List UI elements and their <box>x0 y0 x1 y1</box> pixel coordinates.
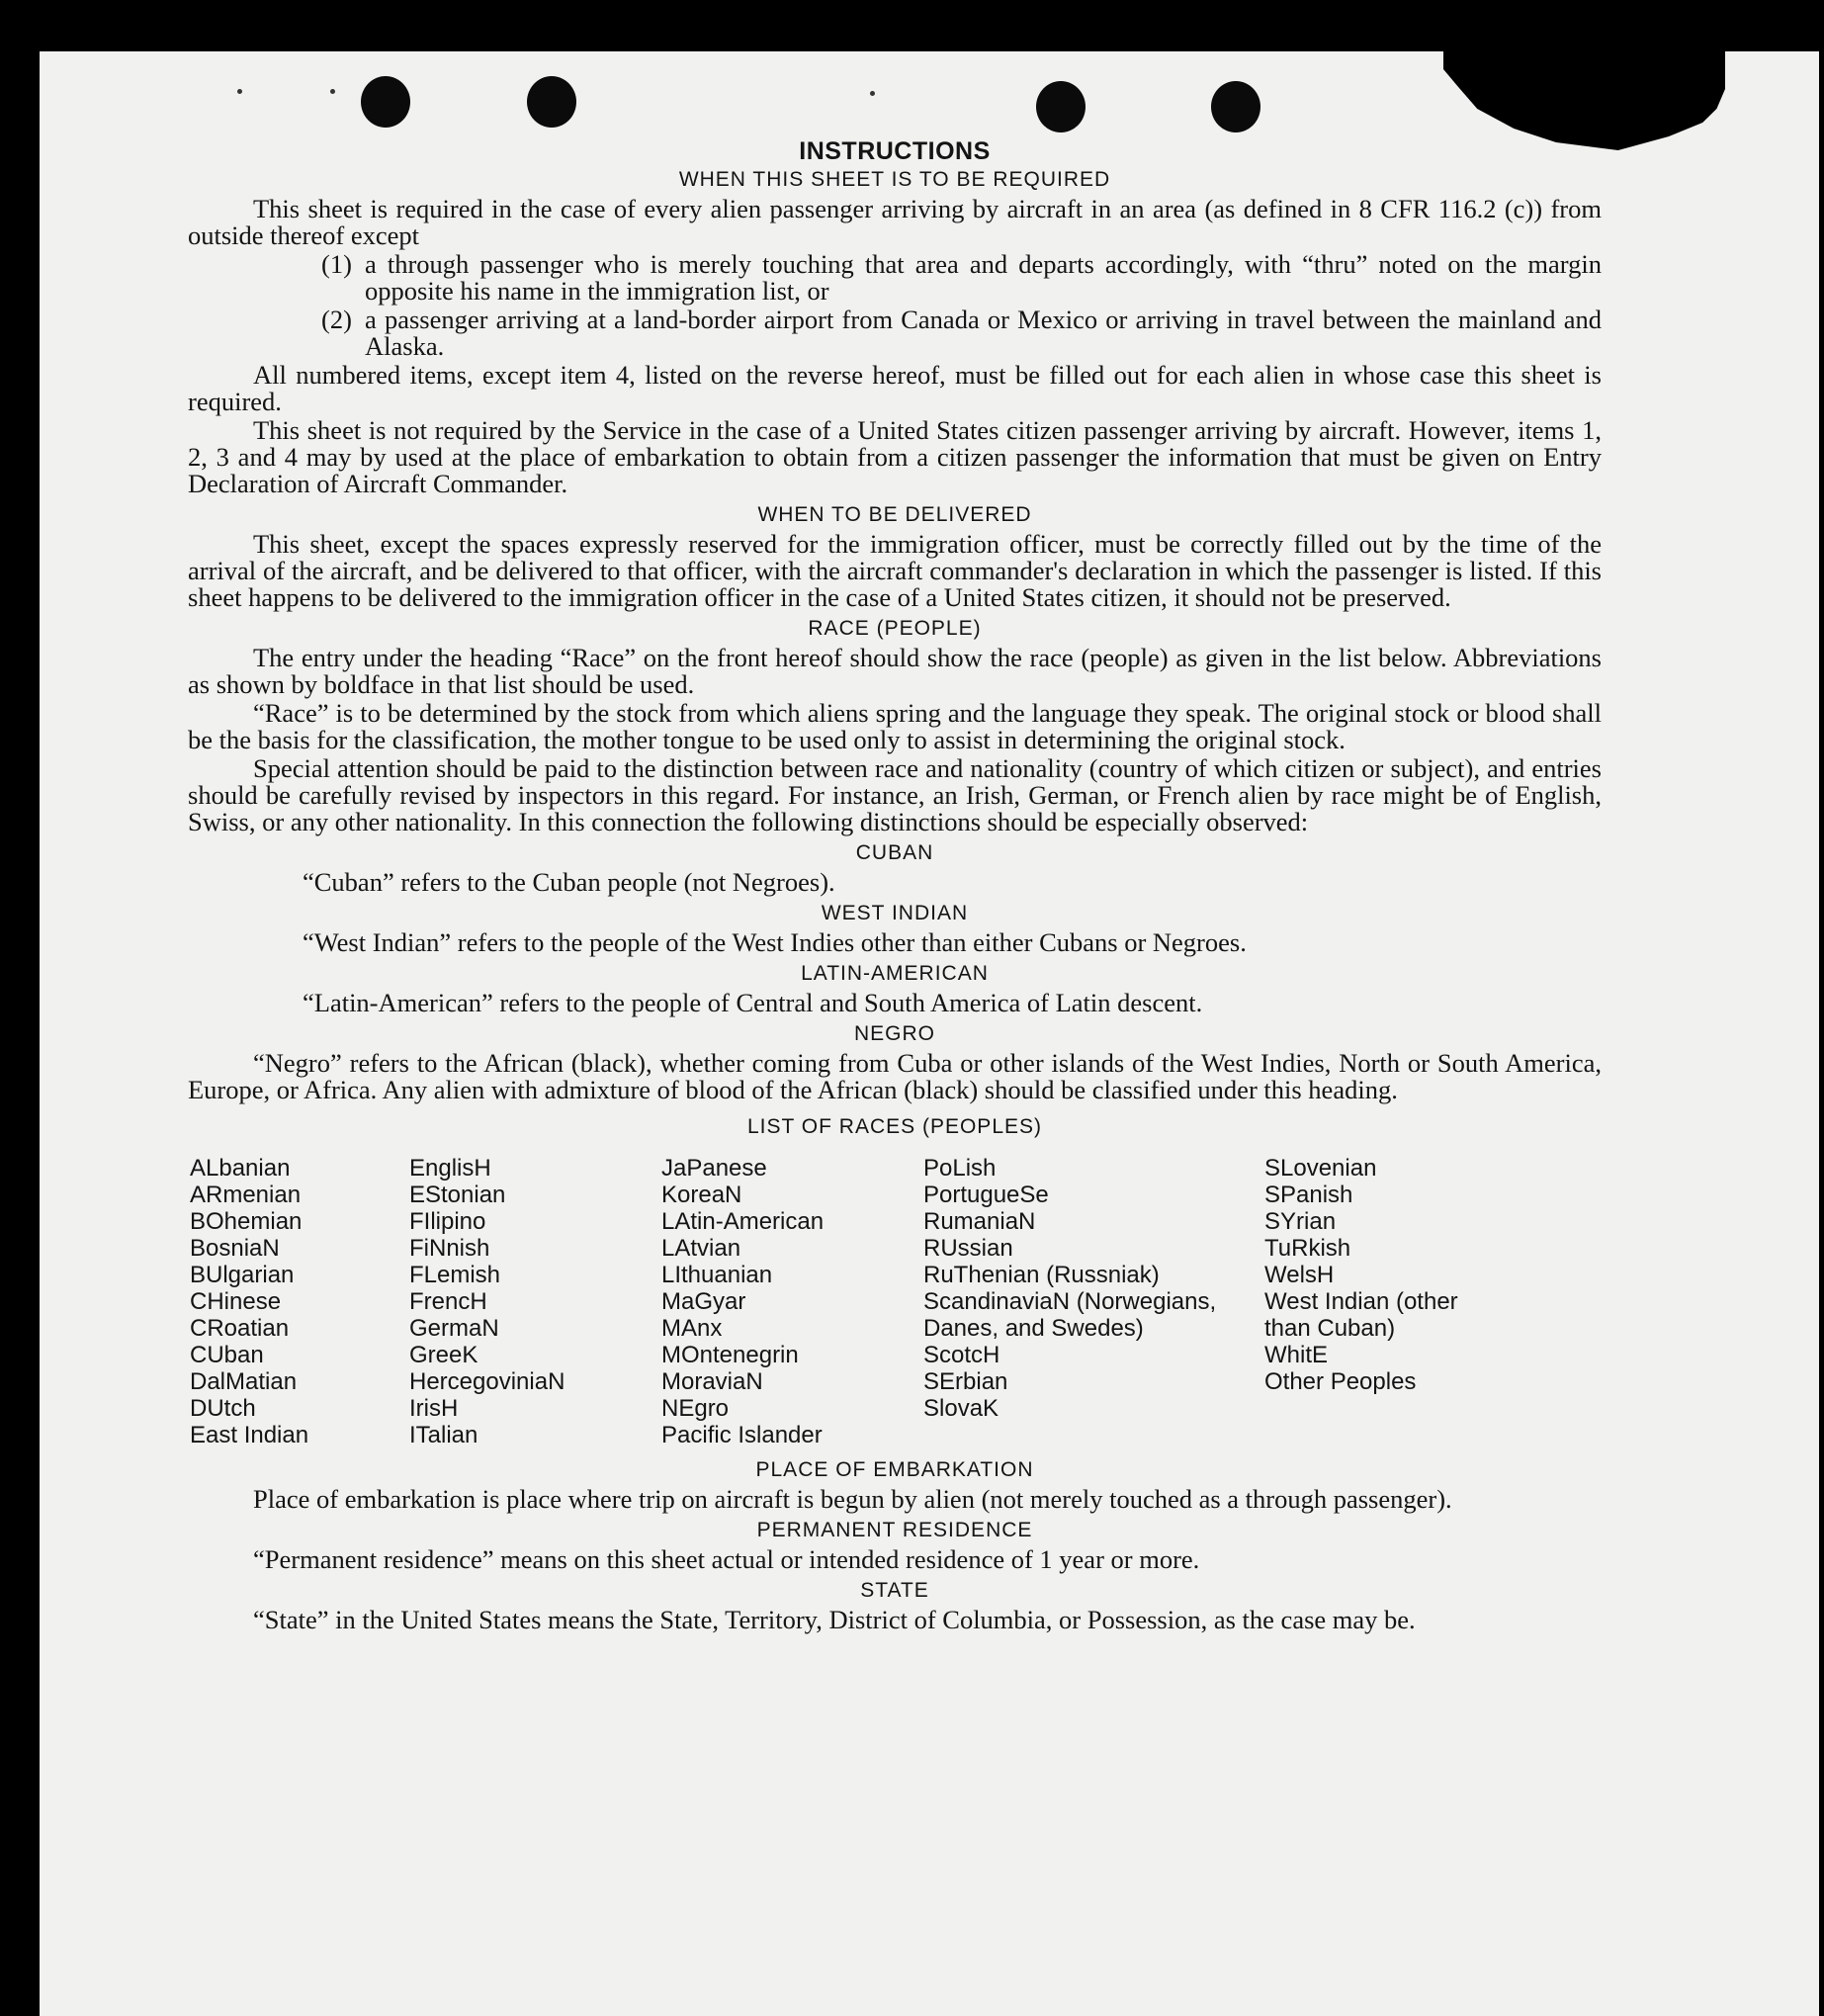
list-item <box>321 251 1602 305</box>
race-item: NEgro <box>661 1395 730 1422</box>
page-title: INSTRUCTIONS <box>799 137 991 165</box>
heading-permanent-residence: PERMANENT RESIDENCE <box>756 1519 1033 1541</box>
races-column <box>1264 1155 1541 1448</box>
paragraph-race-2: “Race” is to be determined by the stock from which aliens spring and the language they speak. The original stock or blood shall be the basis for the classification, the mother tongue to be used only to assist in determining the original stock. <box>188 698 1602 754</box>
paragraph-cuban: “Cuban” refers to the Cuban people (not Negroes). <box>303 867 835 897</box>
race-item: HercegoviniaN <box>409 1368 565 1395</box>
document-sheet <box>40 51 1819 2016</box>
heading-race: RACE (PEOPLE) <box>808 617 982 640</box>
heading-cuban: CUBAN <box>855 841 934 864</box>
races-column <box>661 1155 923 1448</box>
races-column <box>409 1155 661 1448</box>
heading-when-required: WHEN THIS SHEET IS TO BE REQUIRED <box>678 168 1111 191</box>
heading-latin-american: LATIN-AMERICAN <box>801 962 989 985</box>
heading-negro: NEGRO <box>853 1022 935 1045</box>
race-item: GermaN <box>409 1315 499 1342</box>
speck <box>870 91 875 96</box>
race-item: ITalian <box>409 1422 478 1448</box>
paragraph-delivered: This sheet, except the spaces expressly reserved for the immigration officer, must be correctly filled out by the time of the arrival of the aircraft, and be delivered to that officer, with the aircraft commander's declaration in which the passenger is listed. If this sheet happens to be delivered to the immigration officer in the case of a United States citizen, it should not be preserved. <box>188 529 1602 612</box>
race-item: Pacific Islander <box>661 1422 823 1448</box>
paragraph-latin-american: “Latin-American” refers to the people of Central and South America of Latin descent. <box>303 988 1203 1017</box>
race-item: GreeK <box>409 1342 478 1368</box>
race-item: MOntenegrin <box>661 1342 799 1368</box>
speck <box>330 89 335 94</box>
race-item: LAtvian <box>661 1235 741 1262</box>
race-item: Other Peoples <box>1264 1368 1417 1395</box>
item-number: (1) <box>321 249 352 279</box>
race-item: EStonian <box>409 1182 506 1208</box>
race-item: FrencH <box>409 1288 487 1315</box>
item-text: a passenger arriving at a land-border airport from Canada or Mexico or arriving in travel between the mainland and Alaska. <box>365 305 1602 361</box>
paragraph-permanent-residence: “Permanent residence” means on this sheet actual or intended residence of 1 year or more. <box>253 1544 1200 1574</box>
instructions-body <box>188 136 1602 1635</box>
race-item: RUssian <box>923 1235 1013 1262</box>
punch-hole <box>1211 81 1260 132</box>
list-item <box>321 307 1602 360</box>
race-item: SErbian <box>923 1368 1008 1395</box>
race-item: PortugueSe <box>923 1182 1049 1208</box>
heading-state: STATE <box>860 1579 929 1602</box>
race-item: ScandinaviaN (Norwegians, Danes, and Swedes) <box>923 1288 1217 1342</box>
punch-hole <box>527 76 576 128</box>
race-item: TuRkish <box>1264 1235 1351 1262</box>
race-item: FLemish <box>409 1262 501 1288</box>
punch-hole <box>361 76 410 128</box>
race-item: RuThenian (Russniak) <box>923 1262 1160 1288</box>
race-item: DalMatian <box>190 1368 298 1395</box>
paragraph-citizen: This sheet is not required by the Service in the case of a United States citizen passenger arriving by aircraft. However, items 1, 2, 3 and 4 may by used at the place of embarkation to obtain from a citizen passenger the information that must be given on Entry Declaration of Aircraft Commander. <box>188 415 1602 498</box>
races-column <box>190 1155 409 1448</box>
race-item: ALbanian <box>190 1155 291 1182</box>
race-item: East Indian <box>190 1422 309 1448</box>
torn-corner <box>1443 51 1725 150</box>
item-number: (2) <box>321 305 352 334</box>
race-item: MAnx <box>661 1315 723 1342</box>
paragraph-race-1: The entry under the heading “Race” on the front hereof should show the race (people) as given in the list below. Abbreviations as shown by boldface in that list should be used. <box>188 643 1602 699</box>
race-item: IrisH <box>409 1395 459 1422</box>
race-item: SPanish <box>1264 1182 1353 1208</box>
paragraph-west-indian: “West Indian” refers to the people of the West Indies other than either Cubans or Negroes. <box>303 927 1247 957</box>
race-item: RumaniaN <box>923 1208 1036 1235</box>
races-column <box>923 1155 1264 1448</box>
race-item: DUtch <box>190 1395 256 1422</box>
race-item: FiNnish <box>409 1235 490 1262</box>
race-item: WhitE <box>1264 1342 1329 1368</box>
race-item: SYrian <box>1264 1208 1337 1235</box>
race-item: MoraviaN <box>661 1368 763 1395</box>
paragraph-required-intro: This sheet is required in the case of every alien passenger arriving by aircraft in an area (as defined in 8 CFR 116.2 (c)) from outside thereof except <box>188 194 1602 250</box>
race-item: ScotcH <box>923 1342 1000 1368</box>
race-item: SLovenian <box>1264 1155 1377 1182</box>
heading-embarkation: PLACE OF EMBARKATION <box>755 1458 1034 1481</box>
punch-hole <box>1036 81 1086 132</box>
race-item: LAtin-American <box>661 1208 825 1235</box>
race-item: ARmenian <box>190 1182 302 1208</box>
race-item: MaGyar <box>661 1288 746 1315</box>
race-item: KoreaN <box>661 1182 742 1208</box>
race-item: PoLish <box>923 1155 997 1182</box>
race-item: CUban <box>190 1342 264 1368</box>
race-item: West Indian (other than Cuban) <box>1264 1288 1458 1342</box>
paragraph-negro: “Negro” refers to the African (black), whether coming from Cuba or other islands of the West Indies, North or South America, Europe, or Africa. Any alien with admixture of blood of the African (black) should be classified under this heading. <box>188 1048 1602 1104</box>
heading-west-indian: WEST INDIAN <box>821 902 969 924</box>
item-text: a through passenger who is merely touching that area and departs accordingly, with “thru” noted on the margin opposite his name in the immigration list, or <box>365 249 1602 306</box>
heading-when-delivered: WHEN TO BE DELIVERED <box>757 503 1032 526</box>
paragraph-state: “State” in the United States means the State, Territory, District of Columbia, or Possession, as the case may be. <box>253 1605 1416 1634</box>
race-item: SlovaK <box>923 1395 999 1422</box>
race-item: BOhemian <box>190 1208 303 1235</box>
paragraph-race-3: Special attention should be paid to the distinction between race and nationality (country of which citizen or subject), and entries should be carefully revised by inspectors in this regard. For instance, an Irish, German, or French alien by race might be of English, Swiss, or any other nationality. In this connection the following distinctions should be especially observed: <box>188 753 1602 836</box>
race-item: WelsH <box>1264 1262 1335 1288</box>
races-table <box>188 1155 1602 1448</box>
race-item: EnglisH <box>409 1155 491 1182</box>
race-item: CRoatian <box>190 1315 290 1342</box>
race-item: CHinese <box>190 1288 282 1315</box>
race-item: FIlipino <box>409 1208 486 1235</box>
race-item: BosniaN <box>190 1235 280 1262</box>
heading-list-of-races: LIST OF RACES (PEOPLES) <box>746 1115 1043 1138</box>
race-item: LIthuanian <box>661 1262 773 1288</box>
race-item: JaPanese <box>661 1155 767 1182</box>
paragraph-embarkation: Place of embarkation is place where trip on aircraft is begun by alien (not merely touched as a through passenger). <box>253 1484 1452 1514</box>
paragraph-numbered-items: All numbered items, except item 4, listed on the reverse hereof, must be filled out for each alien in whose case this sheet is required. <box>188 360 1602 416</box>
speck <box>237 89 242 94</box>
race-item: BUlgarian <box>190 1262 295 1288</box>
